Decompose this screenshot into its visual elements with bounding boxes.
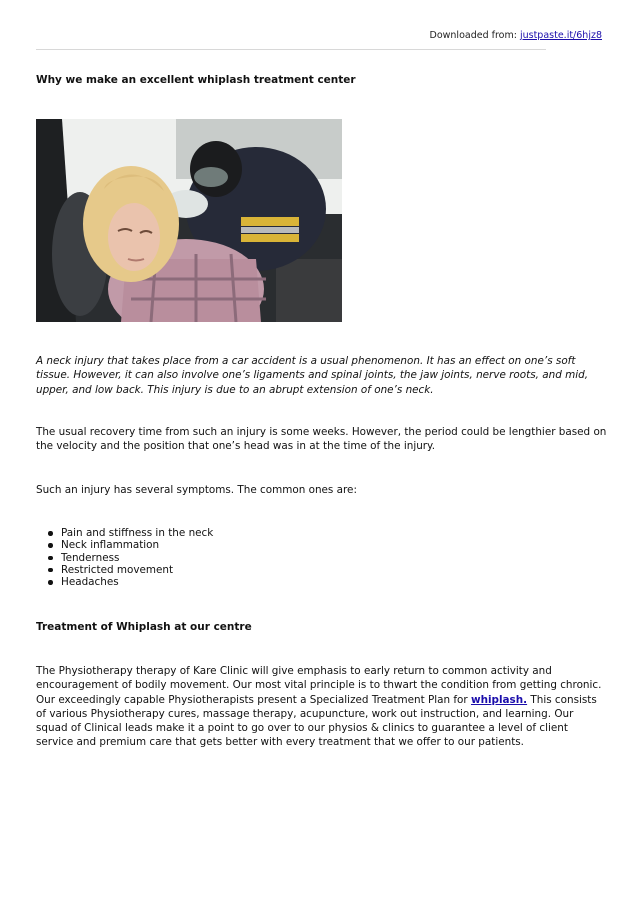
download-source xyxy=(430,30,602,41)
bullet-icon xyxy=(48,531,53,536)
treatment-text-1: The Physiotherapy therapy of Kare Clinic will give emphasis to early return to common activity and encouragement of bodily movement. Our most vital principle is to thwart the condition from getting chronic. Our exceedingly capable Physiotherapists present a Specialized Treatment Plan for xyxy=(36,665,602,706)
symptom-text: Pain and stiffness in the neck xyxy=(61,527,214,539)
symptom-text: Headaches xyxy=(61,576,119,589)
download-label: Downloaded from: xyxy=(429,30,520,41)
list-item xyxy=(36,564,213,576)
accident-photo xyxy=(36,119,342,322)
symptom-text: Neck inflammation xyxy=(61,539,160,552)
recovery-paragraph: The usual recovery time from such an injury is some weeks. However, the period could be lengthier based on the velocity and the position that one’s head was in at the time of the injury. xyxy=(36,426,607,453)
bullet-icon xyxy=(48,568,53,573)
whiplash-link[interactable]: whiplash. xyxy=(470,693,528,706)
list-item xyxy=(36,539,213,551)
list-item xyxy=(36,552,213,564)
symptom-text: Tenderness xyxy=(61,551,120,564)
bullet-icon xyxy=(48,580,53,585)
treatment-text-2: This consists of various Physiotherapy cures, massage therapy, acupuncture, work out instruction, and learning. Our squad of Clinical leads make it a point to go over to our physios & clinics to guarantee a level of client service and premium care that gets better with every treatment that we offer to our patients. xyxy=(36,693,597,749)
bullet-icon xyxy=(48,543,53,548)
section-title: Treatment of Whiplash at our centre xyxy=(36,621,252,633)
list-item xyxy=(36,576,213,588)
intro-paragraph: A neck injury that takes place from a car accident is a usual phenomenon. It has an effect on one’s soft tissue. However, it can also involve one’s ligaments and spinal joints, the jaw joints, nerve roots, and mid, upper, and low back. This injury is due to an abrupt extension of one’s neck. xyxy=(36,355,589,396)
symptoms-intro: Such an injury has several symptoms. The common ones are: xyxy=(36,484,357,496)
header-divider xyxy=(36,49,546,50)
bullet-icon xyxy=(48,556,53,561)
symptom-text: Restricted movement xyxy=(61,563,174,576)
treatment-paragraph xyxy=(36,664,608,750)
source-link[interactable]: justpaste.it/6hjz8 xyxy=(519,30,602,41)
symptoms-list xyxy=(36,527,213,588)
article-title: Why we make an excellent whiplash treatment center xyxy=(36,74,356,86)
list-item xyxy=(36,527,213,539)
